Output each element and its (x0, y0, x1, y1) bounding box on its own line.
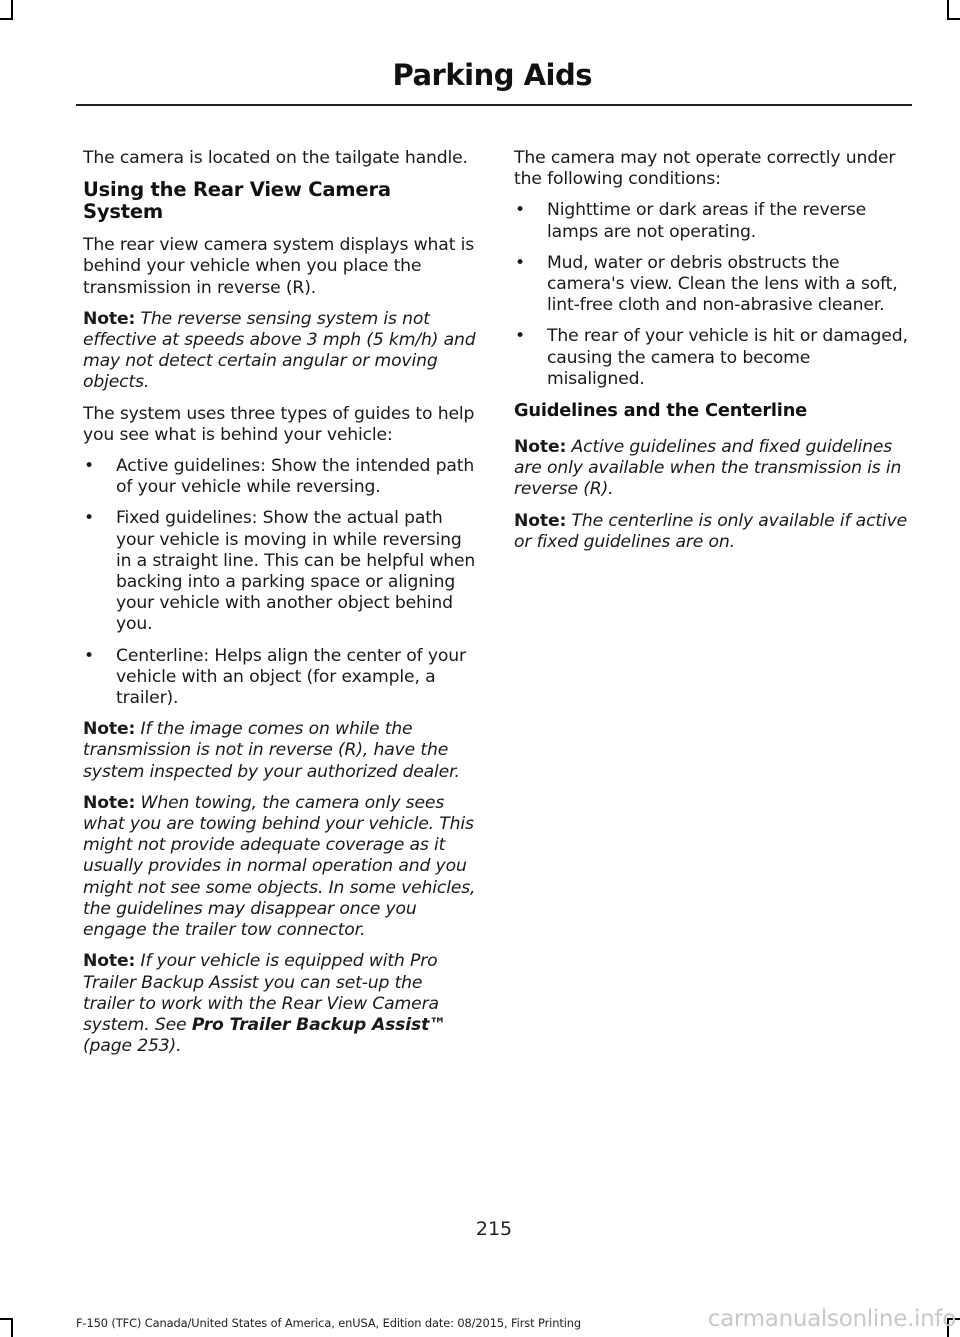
edition-footer: F-150 (TFC) Canada/United States of America, enUSA, Edition date: 08/2015, First Printing (76, 1316, 582, 1330)
note-label: Note: (83, 308, 136, 329)
list-item (83, 646, 476, 710)
crop-mark-bottom-left-horizontal (0, 1318, 13, 1320)
list-item (83, 508, 476, 635)
section-heading-guidelines-centerline: Guidelines and the Centerline (514, 400, 808, 422)
page-reference: (page 253). (83, 1036, 182, 1057)
list-item (514, 326, 910, 390)
note-image-not-in-reverse (83, 719, 476, 783)
note-label: Note: (83, 951, 136, 972)
note-label: Note: (83, 792, 136, 813)
section-heading-rear-view-camera: Using the Rear View Camera System (83, 178, 391, 224)
page-number: 215 (475, 1218, 513, 1240)
guide-types-list (83, 456, 476, 709)
note-text: If your vehicle is equipped with Pro Trailer Backup Assist you can set-up the trailer to work with the Rear View Camera system. See (83, 951, 439, 1035)
note-pro-trailer-backup (83, 951, 476, 1057)
crop-mark-bottom-left-vertical (11, 1318, 13, 1337)
note-text: The centerline is only available if active or fixed guidelines are on. (514, 510, 908, 552)
note-towing (83, 793, 476, 941)
note-centerline-availability (514, 511, 910, 553)
note-text: The reverse sensing system is not effective at speeds above 3 mph (5 km/h) and may not detect certain angular or moving objects. (83, 308, 476, 393)
list-item-text: Mud, water or debris obstructs the camera's view. Clean the lens with a soft, lint-free cloth and non-abrasive cleaner. (547, 252, 898, 316)
list-item-text: Fixed guidelines: Show the actual path your vehicle is moving in while reversing in a straight line. This can be helpful when backing into a parking space or aligning your vehicle with another object behind you. (116, 508, 476, 635)
bullet-glyph: • (84, 508, 94, 529)
bullet-glyph: • (515, 200, 525, 221)
bullet-glyph: • (515, 326, 525, 347)
crop-mark-top-right-vertical (947, 0, 949, 18)
note-label: Note: (83, 719, 136, 740)
note-text: Active guidelines and fixed guidelines are only available when the transmission is in reverse (R). (514, 437, 902, 500)
note-text: If the image comes on while the transmission is not in reverse (R), have the system inspected by your authorized dealer. (83, 719, 460, 782)
conditions-list (514, 200, 910, 390)
watermark: carmanualsonline.info (707, 1306, 956, 1332)
bullet-glyph: • (84, 645, 94, 666)
conditions-intro-paragraph: The camera may not operate correctly under the following conditions: (514, 148, 896, 190)
right-column (514, 148, 910, 563)
bullet-glyph: • (84, 456, 94, 477)
list-item (83, 456, 476, 498)
note-guidelines-reverse-only (514, 437, 910, 501)
list-item (514, 200, 910, 242)
crop-mark-top-left-horizontal (0, 18, 13, 20)
bullet-glyph: • (515, 252, 525, 273)
note-reverse-sensing (83, 309, 476, 394)
left-column (83, 148, 476, 1067)
header-divider (76, 104, 912, 106)
list-item-text: Nighttime or dark areas if the reverse lamps are not operating. (547, 200, 867, 242)
guide-types-paragraph: The system uses three types of guides to help you see what is behind your vehicle: (83, 403, 475, 445)
system-intro-paragraph: The rear view camera system displays what is behind your vehicle when you place the transmission in reverse (R). (83, 235, 475, 298)
crop-mark-top-right-horizontal (947, 18, 960, 20)
note-text: When towing, the camera only sees what you are towing behind your vehicle. This might not provide adequate coverage as it usually provides in normal operation and you might not see some objects. In some vehicles, the guidelines may disappear once you engage the trailer tow connector. (83, 792, 476, 941)
list-item-text: The rear of your vehicle is hit or damaged, causing the camera to become misaligned. (547, 326, 908, 389)
list-item-text: Centerline: Helps align the center of your vehicle with an object (for example, a trailer). (116, 645, 466, 709)
list-item (514, 253, 910, 317)
camera-location-paragraph: The camera is located on the tailgate handle. (83, 148, 468, 168)
note-label: Note: (514, 510, 567, 531)
page-section-title: Parking Aids (392, 58, 592, 92)
note-label: Note: (514, 437, 567, 458)
crop-mark-top-left-vertical (11, 0, 13, 18)
pro-trailer-backup-assist-link[interactable]: Pro Trailer Backup Assist™ (191, 1014, 447, 1035)
list-item-text: Active guidelines: Show the intended path of your vehicle while reversing. (116, 456, 475, 498)
